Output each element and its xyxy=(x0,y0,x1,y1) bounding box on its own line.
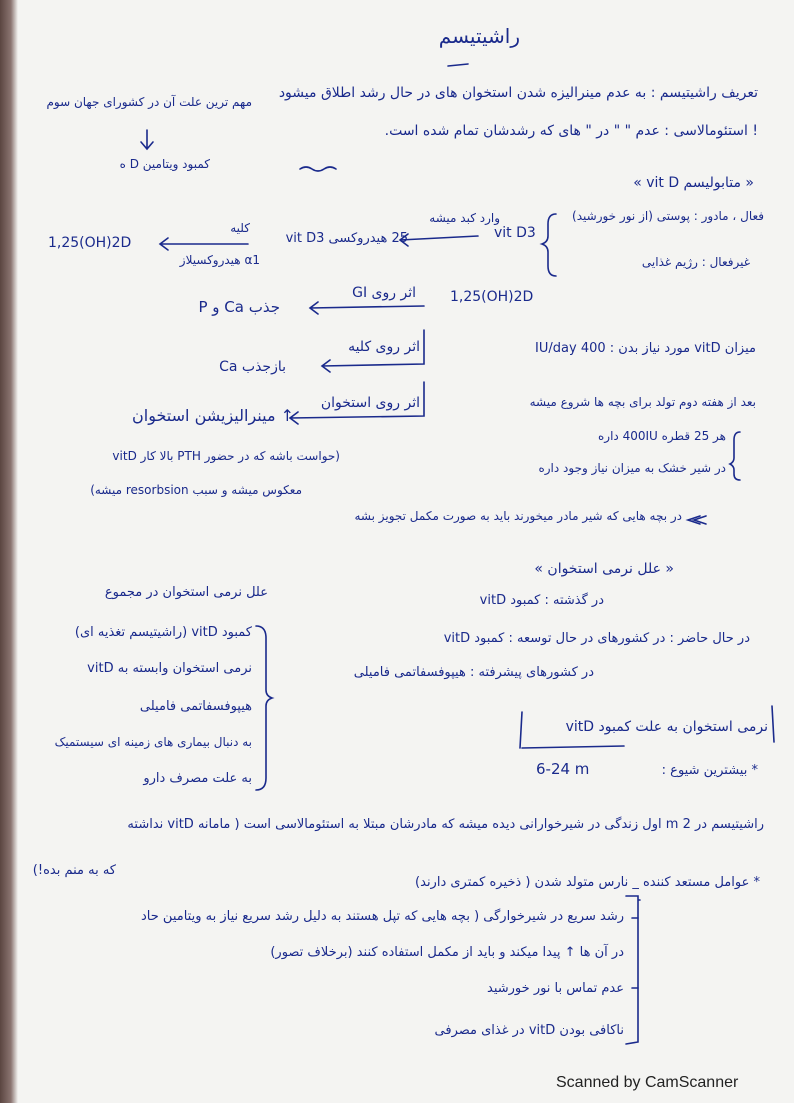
vitd3-label: vit D3 xyxy=(494,225,536,241)
drops-bracket xyxy=(730,432,740,480)
kidney-label: کلیه xyxy=(230,221,250,235)
box-right-bar xyxy=(772,706,774,742)
calcitriol-label: 1,25(OH)2D xyxy=(48,235,132,251)
left-list-item: کمبود vitD (راشیتیسم تغذیه ای) xyxy=(74,625,252,640)
requirement-line-5: در بچه هایی که شیر مادر میخورند باید به صورت مکمل تجویز بشه xyxy=(354,509,682,523)
arrow-vitd3-to-25oh xyxy=(400,234,478,246)
left-list-item: به دنبال بیماری های زمینه ای سیستمیک xyxy=(54,735,252,749)
arrow-25oh-to-125 xyxy=(160,238,248,250)
requirement-line-4: در شیر خشک به میزان نیاز وجود داره xyxy=(538,461,726,475)
to-liver-label: وارد کبد میشه xyxy=(429,211,500,225)
metabolism-heading: « متابولیسم vit D » xyxy=(633,175,754,191)
gi-effect-label: اثر روی GI xyxy=(352,285,416,301)
requirement-line-2: بعد از هفته دوم تولد برای بچه ها شروع میشه xyxy=(529,395,756,409)
risk-item-1b: در آن ها ↑ پیدا میکند و باید از مکمل استفاده کنند (برخلاف تصور) xyxy=(270,945,624,960)
mineral-label: ↑ مینرالیزیشن استخوان xyxy=(132,406,294,425)
cause-down-arrow xyxy=(141,130,153,149)
peak-label: * بیشترین شیوع : xyxy=(661,763,758,778)
risk-item-1a: رشد سریع در شیرخوارگی ( بچه هایی که تپل هستند به دلیل رشد سریع نیاز به ویتامین حاد xyxy=(141,909,624,924)
causes-present-2: در کشورهای پیشرفته : هیپوفسفاتمی فامیلی xyxy=(353,665,594,680)
definition-line-1: تعریف راشیتیسم : به عدم مینرالیزه شدن استخوان های در حال رشد اطلاق میشود xyxy=(278,85,758,101)
left-list-item: نرمی استخوان وابسته به vitD xyxy=(87,661,252,676)
risk-item-3: ناکافی بودن vitD در غذای مصرفی xyxy=(434,1023,624,1038)
infancy-line-1: راشیتیسم در 2 m اول زندگی در شیرخوارانی دیده میشه که مادرشان مبتلا به استئومالاسی است ( مامانه vitD نداشته xyxy=(127,817,764,832)
pth-line-1: (حواست باشه که در حضور PTH بالا کار vitD xyxy=(112,449,340,463)
left-list-item: هیپوفسفاتمی فامیلی xyxy=(139,699,252,714)
calcitriol-label-2: 1,25(OH)2D xyxy=(450,289,534,305)
box-left-bar xyxy=(520,712,522,748)
page-title: راشیتیسم xyxy=(438,24,520,48)
sources-bracket xyxy=(542,214,556,276)
cause-line-1: مهم ترین علت آن در کشورای جهان سوم xyxy=(46,95,252,109)
causes-heading: « علل نرمی استخوان » xyxy=(534,561,674,577)
cause-line-2: کمبود ویتامین D ه xyxy=(119,157,210,171)
double-arrow xyxy=(688,516,706,524)
title-underline xyxy=(448,64,468,66)
reabsorb-label: بازجذب Ca xyxy=(219,359,286,375)
absorb-label: جذب Ca و P xyxy=(198,298,280,316)
requirement-line-1: میزان vitD مورد نیاز بدن : 400 IU/day xyxy=(535,341,756,356)
causes-past: در گذشته : کمبود vitD xyxy=(479,593,604,608)
risk-item-2: عدم تماس با نور خورشید xyxy=(487,981,624,996)
kidney-effect-label: اثر روی کلیه xyxy=(348,339,420,355)
left-list-bracket xyxy=(256,626,272,790)
risk-heading: * عوامل مستعد کننده _ نارس متولد شدن ( ذخیره کمتری دارند) xyxy=(415,875,760,890)
causes-box-text: نرمی استخوان به علت کمبود vitD xyxy=(565,719,768,735)
left-list-heading: علل نرمی استخوان در مجموع xyxy=(104,585,268,600)
wavy-underline xyxy=(300,167,336,171)
bone-effect-label: اثر روی استخوان xyxy=(320,395,420,411)
pth-line-2: معکوس میشه و سبب resorbsion میشه) xyxy=(90,483,302,497)
arrow-gi xyxy=(310,302,424,314)
scanner-footer: Scanned by CamScanner xyxy=(556,1074,739,1091)
requirement-line-3: هر 25 قطره 400IU داره xyxy=(598,429,726,443)
box-bottom-line xyxy=(522,746,624,748)
infancy-line-2: که به منم بده!) xyxy=(32,863,116,878)
definition-line-2: ! استئومالاسی : عدم " " در " های که رشدشان تمام شده است. xyxy=(384,123,758,139)
hydroxy25-label: 25 هیدروکسی vit D3 xyxy=(285,231,408,246)
peak-value: 6-24 m xyxy=(536,760,590,778)
left-list-item: به علت مصرف دارو xyxy=(143,771,252,786)
alpha1-label: α1 هیدروکسیلاز xyxy=(179,253,260,267)
source-diet: غیرفعال : رژیم غذایی xyxy=(641,255,750,269)
causes-present-1: در حال حاضر : در کشورهای در حال توسعه : کمبود vitD xyxy=(443,631,750,646)
source-skin: فعال ، مادور : پوستی (از نور خورشید) xyxy=(572,209,764,223)
